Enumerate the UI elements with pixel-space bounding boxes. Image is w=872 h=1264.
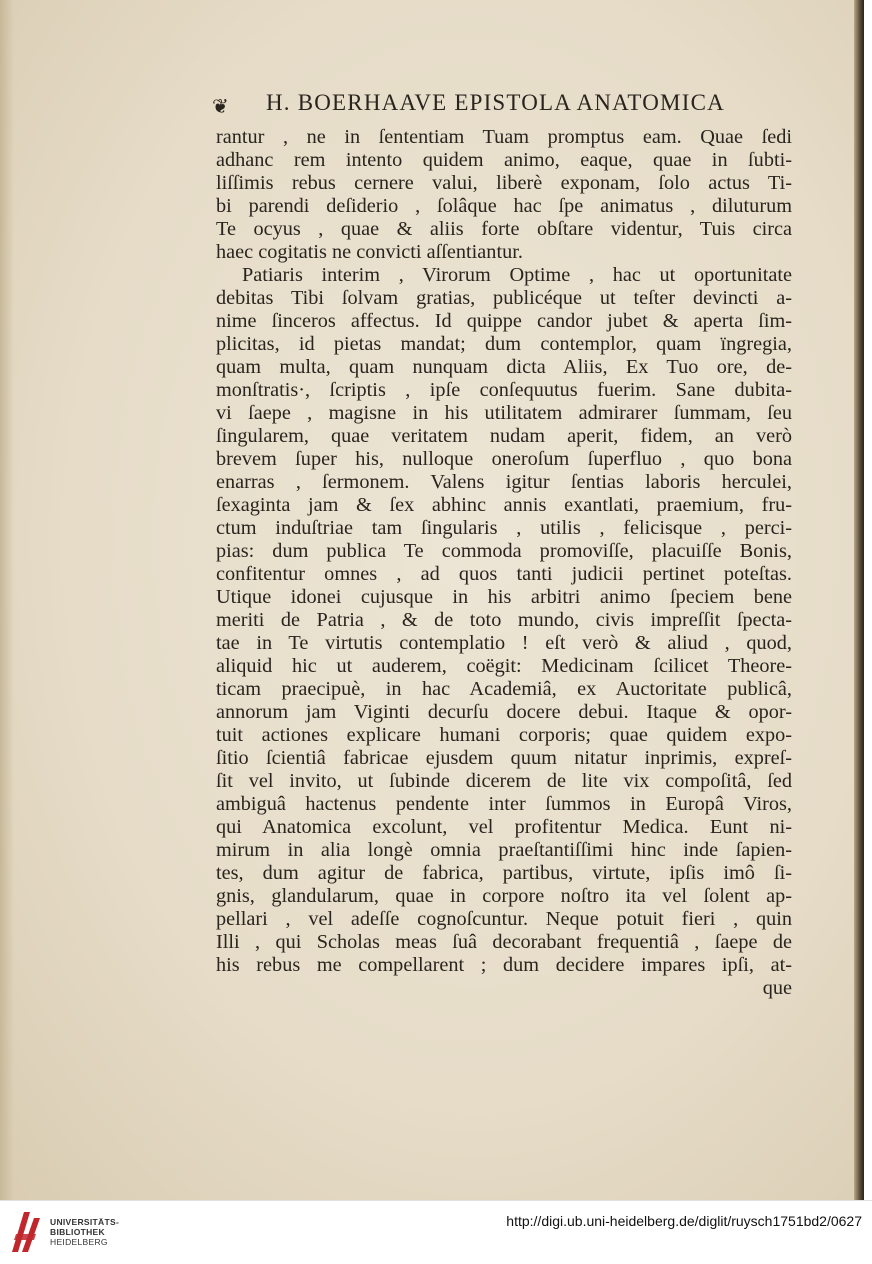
page-gutter-shadow <box>0 0 14 1200</box>
text-line: nime ſinceros affectus. Id quippe candor jubet & aperta ſim- <box>216 310 792 332</box>
text-line: haec cogitatis ne convicti aſſentiantur. <box>216 241 523 263</box>
text-line: enarras , ſermonem. Valens igitur ſentias laboris herculei, <box>216 471 792 493</box>
text-line: tes, dum agitur de fabrica, partibus, virtute, ipſis imô ſi- <box>216 862 792 884</box>
page-signature-mark: ❦ <box>212 96 229 118</box>
text-line: ſingularem, quae veritatem nudam aperit, fidem, an verò <box>216 425 792 447</box>
text-line: ſitio ſcientiâ fabricae ejusdem quum nitatur inprimis, expreſ- <box>216 747 792 769</box>
text-line: quam multa, quam nunquam dicta Aliis, Ex Tuo ore, de- <box>216 356 792 378</box>
text-line: confitentur omnes , ad quos tanti judicii pertinet poteſtas. <box>216 563 792 585</box>
heidelberg-library-logo-icon[interactable] <box>10 1210 42 1254</box>
page-edge-shadow <box>854 0 864 1200</box>
logo-line-2: BIBLIOTHEK <box>50 1227 105 1237</box>
text-line: mirum in alia longè omnia praeſtantiſſimi hinc inde ſapien- <box>216 839 792 861</box>
text-line: Te ocyus , quae & aliis forte obſtare videntur, Tuis circa <box>216 218 792 240</box>
text-line: debitas Tibi ſolvam gratias, publicéque ut teſter devincti a- <box>216 287 792 309</box>
text-line: liſſimis rebus cernere valui, liberè exponam, ſolo actus Ti- <box>216 172 792 194</box>
text-line: ſexaginta jam & ſex abhinc annis exantlati, praemium, fru- <box>216 494 792 516</box>
text-line: meriti de Patria , & de toto mundo, civis impreſſit ſpecta- <box>216 609 792 631</box>
text-line: gnis, glandularum, quae in corpore noſtro ita vel ſolent ap- <box>216 885 792 907</box>
text-line: monſtratis·, ſcriptis , ipſe conſequutus fuerim. Sane dubita- <box>216 379 792 401</box>
text-line: ambiguâ hactenus pendente inter ſummos in Europâ Viros, <box>216 793 792 815</box>
text-line: vi ſaepe , magisne in his utilitatem admirarer ſummam, ſeu <box>216 402 792 424</box>
text-line: ticam praecipuè, in hac Academiâ, ex Auctoritate publicâ, <box>216 678 792 700</box>
text-line: tuit actiones explicare humani corporis; quae quidem expo- <box>216 724 792 746</box>
text-line: aliquid hic ut auderem, coëgit: Medicinam ſcilicet Theore- <box>216 655 792 677</box>
page-header <box>210 90 790 124</box>
text-line: bi parendi deſiderio , ſolâque hac ſpe animatus , diluturum <box>216 195 792 217</box>
text-line: ſit vel invito, ut ſubinde dicerem de lite vix compoſitâ, ſed <box>216 770 792 792</box>
text-line: adhanc rem intento quidem animo, eaque, quae in ſubti- <box>216 149 792 171</box>
text-line: tae in Te virtutis contemplatio ! eſt verò & aliud , quod, <box>216 632 792 654</box>
text-line: brevem ſuper his, nulloque oneroſum ſuperfluo , quo bona <box>216 448 792 470</box>
text-line: pellari , vel adeſſe cognoſcuntur. Neque potuit fieri , quin <box>216 908 792 930</box>
library-logo-text <box>50 1217 119 1247</box>
text-line: qui Anatomica excolunt, vel profitentur Medica. Eunt ni- <box>216 816 792 838</box>
text-line: Utique idonei cujusque in his arbitri animo ſpeciem bene <box>216 586 792 608</box>
text-line: rantur , ne in ſententiam Tuam promptus eam. Quae ſedi <box>216 126 792 148</box>
text-line: Patiaris interim , Virorum Optime , hac ut oportunitate <box>242 264 792 286</box>
text-line: Illi , qui Scholas meas ſuâ decorabant frequentiâ , ſaepe de <box>216 931 792 953</box>
viewer-footer <box>0 1200 872 1264</box>
source-url-link[interactable]: http://digi.ub.uni-heidelberg.de/diglit/ruysch1751bd2/0627 <box>506 1213 862 1229</box>
logo-line-1: UNIVERSITÄTS- <box>50 1217 120 1227</box>
catchword: que <box>762 977 792 999</box>
text-line: annorum jam Viginti decurſu docere debui. Itaque & opor- <box>216 701 792 723</box>
text-line: ctum induſtriae tam ſingularis , utilis , felicisque , perci- <box>216 517 792 539</box>
text-line: plicitas, id pietas mandat; dum contemplor, quam ïngregia, <box>216 333 792 355</box>
logo-line-3: HEIDELBERG <box>50 1237 108 1247</box>
text-line: pias: dum publica Te commoda promoviſſe, placuiſſe Bonis, <box>216 540 792 562</box>
text-line: his rebus me compellarent ; dum decidere impares ipſi, at- <box>216 954 792 976</box>
running-title: H. BOERHAAVE EPISTOLA ANATOMICA <box>266 90 725 115</box>
body-text <box>216 126 792 1000</box>
